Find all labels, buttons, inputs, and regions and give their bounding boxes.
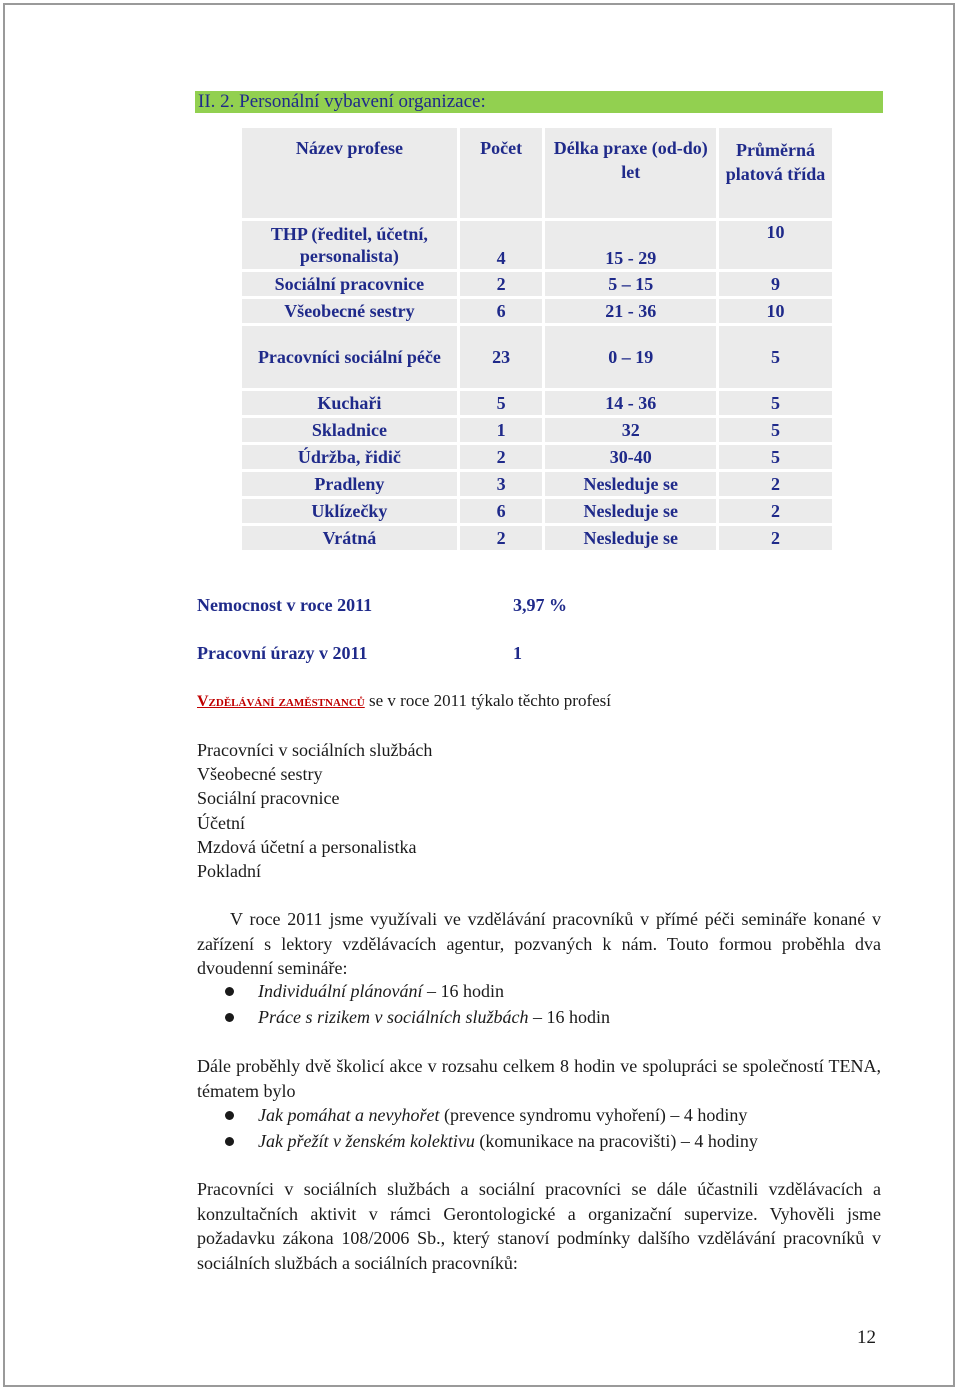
page-number: 12 xyxy=(857,1327,876,1348)
seminar-title: Individuální plánování xyxy=(258,981,423,1001)
table-row xyxy=(242,445,832,469)
cell-practice: Nesleduje se xyxy=(545,499,716,523)
cell-profession: Uklízečky xyxy=(242,499,457,523)
list-item: Účetní xyxy=(197,812,245,833)
list-item xyxy=(221,1005,610,1031)
cell-salary-class: 2 xyxy=(719,499,832,523)
cell-profession: Vrátná xyxy=(242,526,457,550)
list-item xyxy=(221,979,610,1005)
table-row xyxy=(242,499,832,523)
cell-practice: 30-40 xyxy=(545,445,716,469)
seminar-list xyxy=(221,979,610,1030)
list-item: Pracovníci v sociálních službách xyxy=(197,740,433,760)
cell-count: 6 xyxy=(460,499,543,523)
education-heading-tail: se v roce 2011 týkalo těchto profesí xyxy=(364,691,612,710)
education-heading-line xyxy=(197,691,611,711)
table-row xyxy=(242,221,832,269)
cell-practice: Nesleduje se xyxy=(545,526,716,550)
list-item xyxy=(221,1129,758,1155)
cell-practice: Nesleduje se xyxy=(545,472,716,496)
bullet-icon xyxy=(225,987,234,996)
header-profession: Název profese xyxy=(242,128,457,218)
document-page xyxy=(3,3,955,1387)
list-item: Sociální pracovnice xyxy=(197,788,340,809)
cell-profession: Pracovníci sociální péče xyxy=(242,326,457,388)
table-row xyxy=(242,299,832,323)
training-details: (prevence syndromu vyhoření) – 4 hodiny xyxy=(439,1105,748,1125)
paragraph-supervision xyxy=(197,1177,881,1275)
cell-salary-class: 10 xyxy=(719,299,832,323)
sickness-stat xyxy=(197,595,567,616)
cell-count: 3 xyxy=(460,472,543,496)
bullet-icon xyxy=(225,1111,234,1120)
sickness-value: 3,97 % xyxy=(513,595,567,615)
cell-practice: 0 – 19 xyxy=(545,326,716,388)
cell-salary-class: 5 xyxy=(719,326,832,388)
cell-count: 2 xyxy=(460,526,543,550)
table-row xyxy=(242,418,832,442)
table-row xyxy=(242,472,832,496)
cell-salary-class: 2 xyxy=(719,472,832,496)
header-count: Počet xyxy=(460,128,543,218)
cell-practice: 5 – 15 xyxy=(545,272,716,296)
injuries-label: Pracovní úrazy v 2011 xyxy=(197,643,368,663)
training-title: Jak přežít v ženském kolektivu xyxy=(258,1130,475,1151)
bullet-icon xyxy=(225,1137,234,1146)
cell-practice: 32 xyxy=(545,418,716,442)
cell-profession: Pradleny xyxy=(242,472,457,496)
list-item: Mzdová účetní a personalistka xyxy=(197,836,417,857)
cell-salary-class: 2 xyxy=(719,526,832,550)
paragraph-trainings-text: Dále proběhly dvě školicí akce v rozsahu celkem 8 hodin ve spolupráci se společností TENA, tématem bylo xyxy=(197,1056,881,1101)
cell-profession: Kuchaři xyxy=(242,391,457,415)
staffing-table xyxy=(239,125,835,553)
injuries-value: 1 xyxy=(513,643,522,663)
table-row xyxy=(242,326,832,388)
cell-profession: Údržba, řidič xyxy=(242,445,457,469)
table-header-row xyxy=(242,128,832,218)
cell-salary-class: 5 xyxy=(719,445,832,469)
cell-salary-class: 5 xyxy=(719,391,832,415)
cell-count: 2 xyxy=(460,445,543,469)
cell-practice: 15 - 29 xyxy=(545,221,716,269)
header-practice: Délka praxe (od-do) let xyxy=(545,128,716,218)
list-item: Pokladní xyxy=(197,861,262,882)
cell-practice: 14 - 36 xyxy=(545,391,716,415)
cell-count: 1 xyxy=(460,418,543,442)
injuries-stat xyxy=(197,643,522,664)
section-title: II. 2. Personální vybavení organizace: xyxy=(195,91,883,113)
paragraph-trainings xyxy=(197,1054,881,1103)
paragraph-supervision-text: Pracovníci v sociálních službách a sociální pracovníci se dále účastnili vzdělávacích a konzultačních aktivit v rámci Gerontologické a organizační supervize. Vyhověli jsme požadavku zákona 108/2006 Sb., který stanoví podmínky dalšího vzdělávání pracovníků v sociálních službách a sociálních pracovníků: xyxy=(197,1179,881,1273)
seminar-duration: – 16 hodin xyxy=(422,981,504,1001)
cell-salary-class: 9 xyxy=(719,272,832,296)
cell-count: 4 xyxy=(460,221,543,269)
cell-practice: 21 - 36 xyxy=(545,299,716,323)
table-row xyxy=(242,272,832,296)
header-salary-class: Průměrná platová třída xyxy=(719,128,832,218)
seminar-duration: – 16 hodin xyxy=(528,1006,610,1027)
paragraph-seminars-text: V roce 2011 jsme využívali ve vzdělávání pracovníků v přímé péči semináře konané v zařízení s lektory vzdělávacích agentur, pozvaných k nám. Touto formou proběhla dva dvoudenní semináře: xyxy=(197,909,881,978)
cell-count: 6 xyxy=(460,299,543,323)
paragraph-seminars xyxy=(197,907,881,981)
training-title: Jak pomáhat a nevyhořet xyxy=(258,1105,440,1125)
training-list xyxy=(221,1103,758,1154)
list-item: Všeobecné sestry xyxy=(197,764,323,785)
education-heading: Vzdělávání zaměstnanců xyxy=(197,693,365,710)
table-row xyxy=(242,391,832,415)
cell-count: 23 xyxy=(460,326,543,388)
list-item xyxy=(221,1103,758,1129)
seminar-title: Práce s rizikem v sociálních službách xyxy=(258,1006,529,1027)
profession-list xyxy=(197,738,432,883)
cell-salary-class: 5 xyxy=(719,418,832,442)
cell-count: 2 xyxy=(460,272,543,296)
bullet-icon xyxy=(225,1013,234,1022)
sickness-label: Nemocnost v roce 2011 xyxy=(197,595,373,615)
cell-profession: Skladnice xyxy=(242,418,457,442)
cell-profession: Sociální pracovnice xyxy=(242,272,457,296)
training-details: (komunikace na pracovišti) – 4 hodiny xyxy=(474,1130,758,1151)
cell-count: 5 xyxy=(460,391,543,415)
cell-salary-class: 10 xyxy=(719,221,832,269)
cell-profession: THP (ředitel, účetní, personalista) xyxy=(242,221,457,269)
table-row xyxy=(242,526,832,550)
cell-profession: Všeobecné sestry xyxy=(242,299,457,323)
